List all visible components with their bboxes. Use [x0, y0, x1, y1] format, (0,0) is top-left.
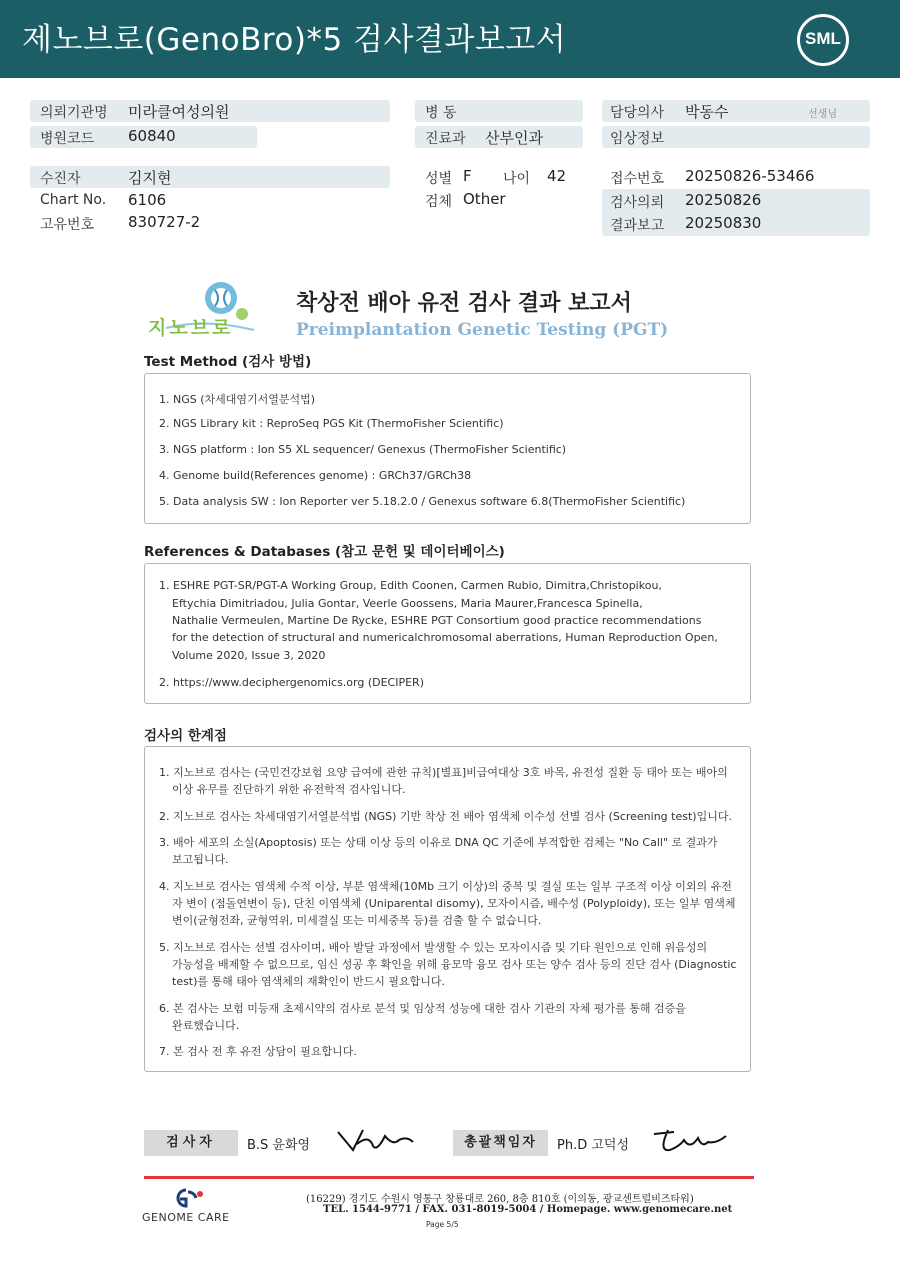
sex-value: F [463, 167, 472, 185]
limitation-line: 6. 본 검사는 보험 미등재 초제시약의 검사로 분석 및 임상적 성능에 대한 검사 기관의 자체 평가를 통해 검증을 [159, 1002, 686, 1015]
unique-no-row [30, 212, 390, 234]
report-header-title: 제노브로(GenoBro)*5 검사결과보고서 [22, 22, 567, 58]
specimen-value: Other [463, 190, 506, 208]
limitation-line: 2. 지노브로 검사는 차세대염기서열분석법 (NGS) 기반 착상 전 배아 염색체 이수성 선별 검사 (Screening test)입니다. [159, 810, 732, 823]
references-title: References & Databases (참고 문헌 및 데이터베이스) [144, 544, 505, 560]
limitation-line: 이상 유무를 진단하기 위한 유전학적 검사입니다. [172, 783, 406, 796]
hospital-code-row [30, 126, 257, 148]
footer-address: (16229) 경기도 수원시 영통구 창룡대로 260, 8층 810호 (이의동, 광교센트럴비즈타워) [306, 1194, 694, 1205]
limitation-line: 4. 지노브로 검사는 염색체 수적 이상, 부분 염색체(10Mb 크기 이상)의 중복 및 결실 또는 일부 구조적 이상 이외의 유전 [159, 880, 732, 893]
method-item: 4. Genome build(References genome) : GRCh37/GRCh38 [159, 469, 472, 482]
report-date-label: 결과보고 [610, 218, 665, 234]
requesting-institution-label: 의뢰기관명 [40, 105, 108, 121]
header-bar [0, 0, 900, 78]
reference-link[interactable]: 2. https://www.deciphergenomics.org (DECIPER) [159, 676, 424, 689]
sml-logo-text: SML [805, 29, 841, 48]
method-item: 5. Data analysis SW : Ion Reporter ver 5.18.2.0 / Genexus software 6.8(ThermoFisher Scientific) [159, 495, 686, 508]
department-label: 진료과 [425, 131, 466, 147]
doctor-label: 담당의사 [610, 105, 665, 121]
limitation-line: 변이(균형전좌, 균형역위, 미세결실 또는 미세중복 등)를 검출 할 수 없습니다. [172, 914, 542, 927]
reference-line: for the detection of structural and numericalchromosomal aberrations, Human Reproduction Open, [172, 631, 718, 644]
clinical-info-row [602, 126, 870, 148]
limitation-line: 자 변이 (점돌연변이 등), 단친 이염색체 (Uniparental disomy), 모자이시즘, 배수성 (Polyploidy), 또는 일부 염색체 [172, 897, 736, 910]
reference-line: 1. ESHRE PGT-SR/PGT-A Working Group, Edith Coonen, Carmen Rubio, Dimitra,Christopikou, [159, 579, 662, 592]
footer-contact: TEL. 1544-9771 / FAX. 031-8019-5004 / Homepage. www.genomecare.net [323, 1204, 733, 1215]
reference-line: Eftychia Dimitriadou, Julia Gontar, Veerle Goossens, Maria Maurer,Francesca Spinella, [172, 597, 643, 610]
method-item: 1. NGS (차세대염기서열분석법) [159, 393, 316, 406]
sex-label: 성별 [425, 171, 453, 187]
reference-line: Volume 2020, Issue 3, 2020 [172, 649, 326, 662]
reference-line: Nathalie Vermeulen, Martine De Rycke, ESHRE PGT Consortium good practice recommendations [172, 614, 702, 627]
limitation-line: 3. 배아 세포의 소실(Apoptosis) 또는 상태 이상 등의 이유로 DNA QC 기준에 부적합한 검체는 "No Call" 로 결과가 [159, 836, 718, 849]
report-title-english: Preimplantation Genetic Testing (PGT) [296, 320, 669, 340]
genome-care-logo [166, 1186, 206, 1210]
examiner-label: 검사자 [144, 1130, 238, 1156]
doctor-value: 박동수 [685, 103, 729, 121]
sml-logo [797, 14, 849, 66]
genome-care-logo-text: GENOME CARE [142, 1211, 230, 1224]
doctor-row [602, 100, 870, 122]
receipt-no-row [602, 166, 870, 188]
genobro-logo-text: 지노브로 [148, 317, 234, 339]
chart-no-row [30, 190, 390, 212]
hospital-code-label: 병원코드 [40, 131, 95, 147]
age-value: 42 [547, 167, 567, 185]
limitation-line: test)를 통해 태아 염색체의 재확인이 반드시 필요합니다. [172, 975, 446, 988]
ward-row [415, 100, 583, 122]
limitation-line: 보고됩니다. [172, 853, 229, 866]
examinee-label: 수진자 [40, 171, 81, 187]
age-label: 나이 [503, 171, 531, 187]
director-signature [650, 1124, 730, 1160]
examiner-signature [335, 1124, 415, 1160]
report-date-value: 20250830 [685, 214, 762, 232]
director-label: 총괄책임자 [453, 1130, 548, 1156]
page-number: Page 5/5 [426, 1220, 459, 1229]
limitations-box [144, 746, 751, 1072]
specimen-row [415, 189, 583, 211]
references-box [144, 563, 751, 704]
doctor-suffix: 선생님 [808, 109, 837, 120]
limitation-line: 1. 지노브로 검사는 (국민건강보험 요양 급여에 관한 규칙)[별표]비급여대상 3호 바목, 유전성 질환 등 태아 또는 배아의 [159, 766, 728, 779]
method-item: 3. NGS platform : Ion S5 XL sequencer/ Genexus (ThermoFisher Scientific) [159, 443, 567, 456]
requesting-institution-row [30, 100, 390, 122]
report-title-korean: 착상전 배아 유전 검사 결과 보고서 [296, 291, 632, 316]
limitation-line: 가능성을 배제할 수 없으므로, 임신 성공 후 확인을 위해 융모막 융모 검사 또는 양수 검사 등의 진단 검사 (Diagnostic [172, 958, 737, 971]
limitations-title: 검사의 한계점 [144, 728, 227, 744]
director-name: Ph.D 고덕성 [557, 1138, 630, 1153]
sex-age-row [415, 166, 583, 188]
request-date-label: 검사의뢰 [610, 195, 665, 211]
examiner-name: B.S 윤화영 [247, 1138, 311, 1153]
department-value: 산부인과 [485, 129, 543, 147]
unique-no-value: 830727-2 [128, 213, 201, 231]
hospital-code-value: 60840 [128, 127, 176, 145]
request-date-value: 20250826 [685, 191, 762, 209]
department-row [415, 126, 583, 148]
requesting-institution-value: 미라클여성의원 [128, 103, 230, 121]
chart-no-label: Chart No. [40, 192, 107, 208]
chart-no-value: 6106 [128, 191, 167, 209]
unique-no-label: 고유번호 [40, 217, 95, 233]
receipt-no-value: 20250826-53466 [685, 167, 815, 185]
specimen-label: 검체 [425, 194, 453, 210]
test-method-title: Test Method (검사 방법) [144, 354, 312, 370]
limitation-line: 7. 본 검사 전 후 유전 상담이 필요합니다. [159, 1045, 357, 1058]
test-method-box [144, 373, 751, 524]
limitation-line: 5. 지노브로 검사는 선별 검사이며, 배아 발달 과정에서 발생할 수 있는 모자이시즘 및 기타 원인으로 인해 위음성의 [159, 941, 708, 954]
limitation-line: 완료했습니다. [172, 1019, 240, 1032]
receipt-no-label: 접수번호 [610, 171, 665, 187]
clinical-info-label: 임상정보 [610, 131, 665, 147]
examinee-row [30, 166, 390, 188]
method-item: 2. NGS Library kit : ReproSeq PGS Kit (ThermoFisher Scientific) [159, 417, 504, 430]
ward-label: 병 동 [425, 105, 457, 121]
examinee-value: 김지현 [128, 169, 172, 187]
dates-block [602, 189, 870, 236]
footer-divider [144, 1176, 754, 1179]
